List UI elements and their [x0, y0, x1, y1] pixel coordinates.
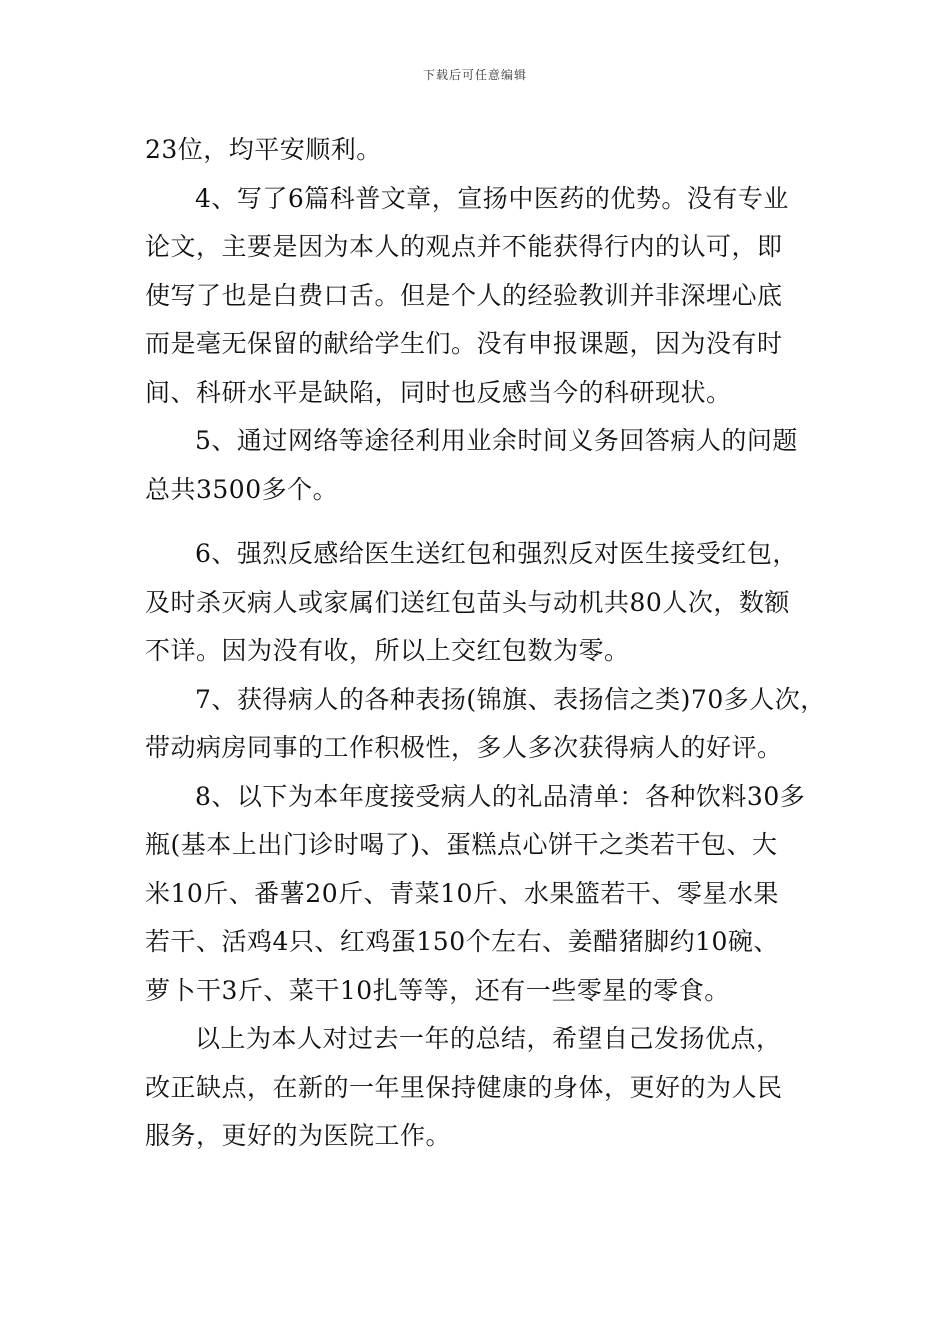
text-line: 以上为本人对过去一年的总结，希望自己发扬优点，: [195, 1024, 782, 1053]
text-line: 不详。因为没有收，所以上交红包数为零。: [145, 636, 630, 665]
text-line: 8、以下为本年度接受病人的礼品清单：各种饮料30多: [195, 781, 806, 811]
text-line: 间、科研水平是缺陷，同时也反感当今的科研现状。: [145, 377, 732, 407]
text-line: 瓶(基本上出门诊时喝了)、蛋糕点心饼干之类若干包、大: [145, 830, 778, 859]
text-line: 总共3500多个。: [145, 474, 339, 504]
paragraph-item-4: [145, 175, 825, 418]
text-line: 萝卜干3斤、菜干10扎等等，还有一些零星的零食。: [145, 975, 730, 1005]
paragraph-item-5: [145, 417, 825, 514]
text-line: 5、通过网络等途径利用业余时间义务回答病人的问题: [195, 426, 798, 455]
text-line: 7、获得病人的各种表扬(锦旗、表扬信之类)70多人次，: [195, 684, 826, 714]
text-line: 23位，均平安顺利。: [145, 135, 382, 164]
text-line: 6、强烈反感给医生送红包和强烈反对医生接受红包，: [195, 539, 798, 568]
paragraph-item-7: [145, 676, 825, 773]
text-line: 使写了也是白费口舌。但是个人的经验教训并非深埋心底: [145, 280, 783, 310]
text-line: 而是毫无保留的献给学生们。没有申报课题，因为没有时: [145, 329, 783, 358]
page-header: 下载后可任意编辑: [422, 68, 527, 82]
paragraph-item-8: [145, 773, 825, 1016]
document-body: [145, 126, 825, 1161]
text-line: 改正缺点，在新的一年里保持健康的身体，更好的为人民: [145, 1072, 783, 1102]
text-line: 及时杀灭病人或家属们送红包苗头与动机共80人次，数额: [145, 587, 790, 617]
text-line: 带动病房同事的工作积极性，多人多次获得病人的好评。: [145, 733, 783, 762]
paragraph-gap: [145, 514, 825, 530]
text-line: 米10斤、番薯20斤、青菜10斤、水果篮若干、零星水果: [145, 878, 779, 908]
text-line: 若干、活鸡4只、红鸡蛋150个左右、姜醋猪脚约10碗、: [145, 927, 779, 956]
text-line: 论文，主要是因为本人的观点并不能获得行内的认可，即: [145, 232, 783, 261]
text-line: 4、写了6篇科普文章，宣扬中医药的优势。没有专业: [195, 183, 789, 213]
paragraph-summary: [145, 1015, 825, 1161]
text-line: 服务，更好的为医院工作。: [145, 1121, 452, 1150]
paragraph-item-6: [145, 530, 825, 676]
